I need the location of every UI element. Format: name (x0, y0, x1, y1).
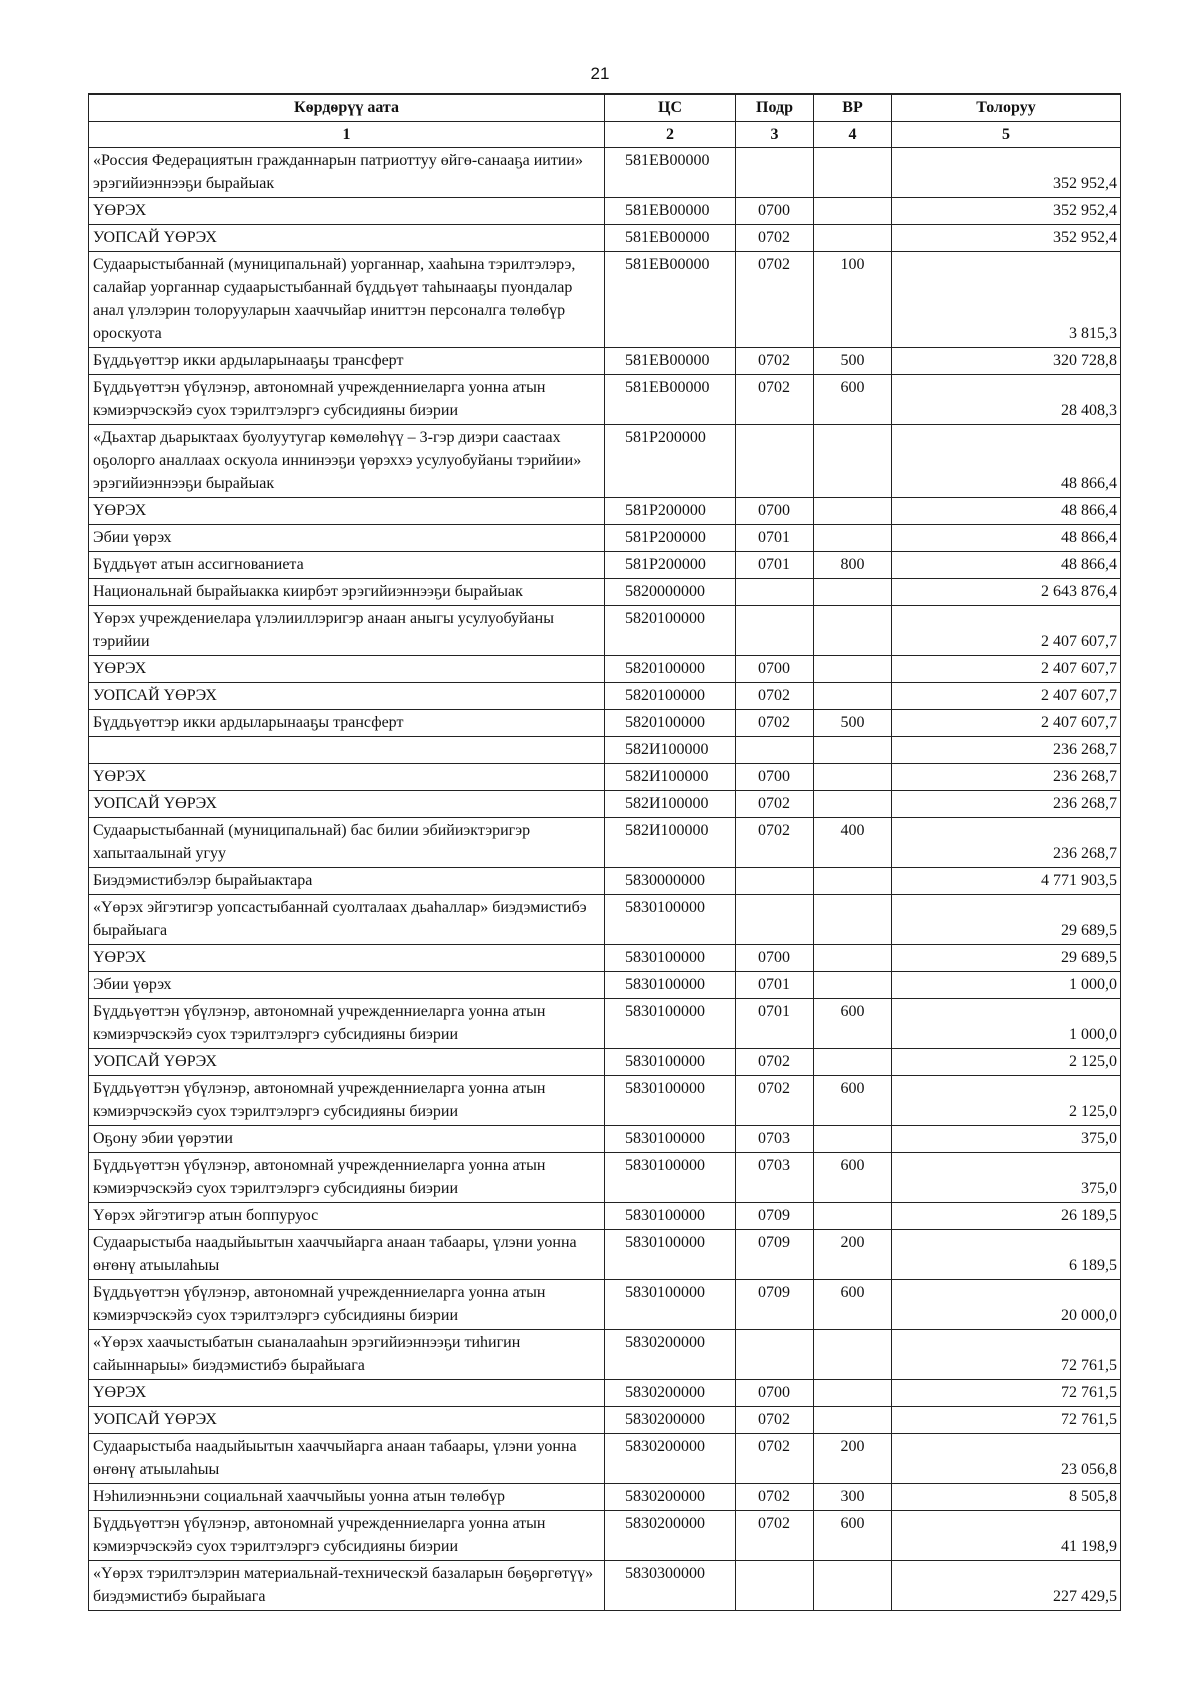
row-sum: 48 866,4 (892, 525, 1121, 552)
row-sum: 72 761,5 (892, 1380, 1121, 1407)
row-podr-code: 0701 (736, 525, 814, 552)
row-podr-code: 0702 (736, 1407, 814, 1434)
row-sum: 48 866,4 (892, 425, 1121, 498)
row-vr-code (814, 225, 892, 252)
row-podr-code (736, 425, 814, 498)
row-vr-code: 500 (814, 348, 892, 375)
row-cs-code: 5820000000 (605, 579, 736, 606)
row-name: Эбии үөрэх (89, 972, 605, 999)
row-vr-code (814, 1126, 892, 1153)
row-sum: 352 952,4 (892, 198, 1121, 225)
row-name: «Үөрэх хаачыстыбатын сыаналааһын эрэгийиэннээҕи тиһигин сайыннарыы» биэдэмистибэ бырайыага (89, 1330, 605, 1380)
row-sum: 2 407 607,7 (892, 656, 1121, 683)
row-podr-code: 0702 (736, 1434, 814, 1484)
row-cs-code: 582И100000 (605, 764, 736, 791)
row-sum: 48 866,4 (892, 498, 1121, 525)
row-name: Бүддьүөттэн үбүлэнэр, автономнай учрежденниеларга уонна атын кэмиэрчэскэйэ суох тэрилтэлэргэ субсидияны биэрии (89, 1076, 605, 1126)
row-name: ҮӨРЭХ (89, 945, 605, 972)
row-cs-code: 5830100000 (605, 1230, 736, 1280)
row-cs-code: 5830100000 (605, 1203, 736, 1230)
table-row (89, 764, 1121, 791)
row-vr-code: 800 (814, 552, 892, 579)
table-row (89, 1076, 1121, 1126)
row-sum: 29 689,5 (892, 895, 1121, 945)
row-vr-code (814, 198, 892, 225)
header-cs: ЦС (605, 94, 736, 122)
row-cs-code: 581Р200000 (605, 425, 736, 498)
row-podr-code: 0702 (736, 375, 814, 425)
row-podr-code (736, 895, 814, 945)
row-cs-code: 5830100000 (605, 1126, 736, 1153)
row-podr-code: 0702 (736, 225, 814, 252)
row-sum: 23 056,8 (892, 1434, 1121, 1484)
table-row (89, 1561, 1121, 1611)
row-name: Биэдэмистибэлэр бырайыактара (89, 868, 605, 895)
row-cs-code: 581ЕВ00000 (605, 348, 736, 375)
row-sum: 20 000,0 (892, 1280, 1121, 1330)
row-name: Национальнай бырайыакка киирбэт эрэгийиэннээҕи бырайыак (89, 579, 605, 606)
row-name: Нэһилиэнньэни социальнай хааччыйыы уонна атын төлөбүр (89, 1484, 605, 1511)
row-name: «Үөрэх тэрилтэлэрин материальнай-техническэй базаларын бөҕөргөтүү» биэдэмистибэ бырайыага (89, 1561, 605, 1611)
row-vr-code: 600 (814, 375, 892, 425)
row-sum: 6 189,5 (892, 1230, 1121, 1280)
table-row (89, 791, 1121, 818)
column-number: 5 (892, 122, 1121, 148)
table-body (89, 148, 1121, 1611)
row-podr-code: 0700 (736, 1380, 814, 1407)
row-podr-code: 0700 (736, 498, 814, 525)
row-sum: 236 268,7 (892, 818, 1121, 868)
row-cs-code: 581ЕВ00000 (605, 252, 736, 348)
table-row (89, 1330, 1121, 1380)
row-podr-code: 0700 (736, 198, 814, 225)
row-cs-code: 582И100000 (605, 818, 736, 868)
row-cs-code: 5830200000 (605, 1511, 736, 1561)
row-vr-code (814, 498, 892, 525)
table-row (89, 1407, 1121, 1434)
row-podr-code: 0701 (736, 972, 814, 999)
table-row (89, 1380, 1121, 1407)
row-name: Бүддьүөттэн үбүлэнэр, автономнай учрежденниеларга уонна атын кэмиэрчэскэйэ суох тэрилтэлэргэ субсидияны биэрии (89, 1280, 605, 1330)
row-name (89, 737, 605, 764)
row-podr-code: 0700 (736, 656, 814, 683)
table-row (89, 148, 1121, 198)
row-sum: 375,0 (892, 1126, 1121, 1153)
row-name: Бүддьүөттэн үбүлэнэр, автономнай учрежденниеларга уонна атын кэмиэрчэскэйэ суох тэрилтэлэргэ субсидияны биэрии (89, 1511, 605, 1561)
table-row (89, 552, 1121, 579)
row-name: Үөрэх эйгэтигэр атын боппуруос (89, 1203, 605, 1230)
table-row (89, 1049, 1121, 1076)
row-podr-code: 0702 (736, 1484, 814, 1511)
row-vr-code: 400 (814, 818, 892, 868)
row-sum: 227 429,5 (892, 1561, 1121, 1611)
row-podr-code: 0702 (736, 710, 814, 737)
row-cs-code: 5830100000 (605, 945, 736, 972)
row-sum: 236 268,7 (892, 764, 1121, 791)
row-name: УОПСАЙ ҮӨРЭХ (89, 225, 605, 252)
table-row (89, 375, 1121, 425)
row-cs-code: 5820100000 (605, 606, 736, 656)
row-name: УОПСАЙ ҮӨРЭХ (89, 1407, 605, 1434)
row-sum: 29 689,5 (892, 945, 1121, 972)
header-sum: Толоруу (892, 94, 1121, 122)
row-vr-code (814, 972, 892, 999)
row-name: Бүддьүөттэн үбүлэнэр, автономнай учрежденниеларга уонна атын кэмиэрчэскэйэ суох тэрилтэлэргэ субсидияны биэрии (89, 1153, 605, 1203)
row-podr-code: 0702 (736, 791, 814, 818)
row-podr-code: 0701 (736, 999, 814, 1049)
row-cs-code: 5820100000 (605, 656, 736, 683)
header-row (89, 94, 1121, 122)
row-vr-code (814, 148, 892, 198)
row-vr-code (814, 525, 892, 552)
row-vr-code: 600 (814, 1076, 892, 1126)
row-podr-code: 0702 (736, 1511, 814, 1561)
row-podr-code: 0709 (736, 1230, 814, 1280)
row-cs-code: 581Р200000 (605, 525, 736, 552)
row-cs-code: 581ЕВ00000 (605, 225, 736, 252)
table-row (89, 656, 1121, 683)
table-row (89, 225, 1121, 252)
table-row (89, 972, 1121, 999)
row-name: ҮӨРЭХ (89, 498, 605, 525)
row-vr-code: 100 (814, 252, 892, 348)
row-cs-code: 5830100000 (605, 972, 736, 999)
row-cs-code: 5830100000 (605, 1049, 736, 1076)
row-sum: 2 125,0 (892, 1076, 1121, 1126)
row-podr-code: 0701 (736, 552, 814, 579)
row-vr-code: 600 (814, 999, 892, 1049)
row-cs-code: 5830000000 (605, 868, 736, 895)
page-number: 21 (590, 64, 610, 83)
row-vr-code (814, 791, 892, 818)
row-podr-code (736, 1561, 814, 1611)
header-vr: ВР (814, 94, 892, 122)
row-vr-code (814, 425, 892, 498)
row-podr-code: 0702 (736, 348, 814, 375)
row-vr-code: 500 (814, 710, 892, 737)
row-vr-code: 600 (814, 1153, 892, 1203)
row-cs-code: 5830100000 (605, 1076, 736, 1126)
row-podr-code: 0700 (736, 945, 814, 972)
row-name: Үөрэх учреждениелара үлэлииллэригэр анаан аныгы усулуобуйаны тэрийии (89, 606, 605, 656)
row-vr-code: 300 (814, 1484, 892, 1511)
row-podr-code: 0702 (736, 1049, 814, 1076)
row-name: УОПСАЙ ҮӨРЭХ (89, 1049, 605, 1076)
row-vr-code: 600 (814, 1280, 892, 1330)
table-row (89, 425, 1121, 498)
row-podr-code: 0702 (736, 1076, 814, 1126)
table-row (89, 1203, 1121, 1230)
row-name: УОПСАЙ ҮӨРЭХ (89, 683, 605, 710)
row-name: ҮӨРЭХ (89, 764, 605, 791)
row-vr-code (814, 1380, 892, 1407)
table-row (89, 895, 1121, 945)
table-row (89, 252, 1121, 348)
row-podr-code: 0700 (736, 764, 814, 791)
row-sum: 352 952,4 (892, 148, 1121, 198)
budget-table (88, 93, 1121, 1611)
row-sum: 3 815,3 (892, 252, 1121, 348)
table-row (89, 818, 1121, 868)
row-podr-code (736, 868, 814, 895)
row-vr-code (814, 737, 892, 764)
row-name: «Россия Федерациятын гражданнарын патриоттуу өйгө-санааҕа иитии» эрэгийиэннээҕи бырайыак (89, 148, 605, 198)
header-podr: Подр (736, 94, 814, 122)
row-name: Оҕону эбии үөрэтии (89, 1126, 605, 1153)
row-cs-code: 5830200000 (605, 1380, 736, 1407)
row-vr-code (814, 1049, 892, 1076)
table-row (89, 710, 1121, 737)
table-header (89, 94, 1121, 148)
row-sum: 2 407 607,7 (892, 683, 1121, 710)
table-row (89, 1434, 1121, 1484)
row-podr-code (736, 737, 814, 764)
table-row (89, 1280, 1121, 1330)
row-vr-code: 200 (814, 1434, 892, 1484)
row-name: Судаарыстыба наадыйыытын хааччыйарга анаан табаары, үлэни уонна өҥөнү атыылаһыы (89, 1230, 605, 1280)
row-podr-code (736, 1330, 814, 1380)
column-number: 3 (736, 122, 814, 148)
row-cs-code: 5830100000 (605, 999, 736, 1049)
column-number-row (89, 122, 1121, 148)
row-vr-code (814, 1203, 892, 1230)
row-sum: 72 761,5 (892, 1330, 1121, 1380)
row-cs-code: 5830100000 (605, 895, 736, 945)
table-row (89, 579, 1121, 606)
row-podr-code (736, 579, 814, 606)
column-number: 1 (89, 122, 605, 148)
row-sum: 72 761,5 (892, 1407, 1121, 1434)
row-sum: 2 125,0 (892, 1049, 1121, 1076)
row-sum: 2 643 876,4 (892, 579, 1121, 606)
column-number: 4 (814, 122, 892, 148)
row-vr-code: 200 (814, 1230, 892, 1280)
row-cs-code: 582И100000 (605, 791, 736, 818)
row-sum: 4 771 903,5 (892, 868, 1121, 895)
row-vr-code: 600 (814, 1511, 892, 1561)
table-row (89, 1511, 1121, 1561)
row-name: Бүддьүөттэр икки ардыларынааҕы трансферт (89, 710, 605, 737)
row-sum: 26 189,5 (892, 1203, 1121, 1230)
row-cs-code: 582И100000 (605, 737, 736, 764)
row-cs-code: 5830200000 (605, 1484, 736, 1511)
row-sum: 8 505,8 (892, 1484, 1121, 1511)
table-row (89, 1230, 1121, 1280)
row-vr-code (814, 656, 892, 683)
row-sum: 1 000,0 (892, 999, 1121, 1049)
row-podr-code: 0709 (736, 1203, 814, 1230)
row-cs-code: 581Р200000 (605, 552, 736, 579)
row-cs-code: 581ЕВ00000 (605, 148, 736, 198)
row-name: Бүддьүөттэн үбүлэнэр, автономнай учрежденниеларга уонна атын кэмиэрчэскэйэ суох тэрилтэлэргэ субсидияны биэрии (89, 375, 605, 425)
row-name: ҮӨРЭХ (89, 656, 605, 683)
row-name: Судаарыстыба наадыйыытын хааччыйарга анаан табаары, үлэни уонна өҥөнү атыылаһыы (89, 1434, 605, 1484)
row-cs-code: 581ЕВ00000 (605, 198, 736, 225)
table-row (89, 498, 1121, 525)
row-vr-code (814, 945, 892, 972)
row-name: Бүддьүөттэр икки ардыларынааҕы трансферт (89, 348, 605, 375)
row-podr-code: 0702 (736, 252, 814, 348)
table-row (89, 1126, 1121, 1153)
row-sum: 236 268,7 (892, 791, 1121, 818)
row-vr-code (814, 764, 892, 791)
row-sum: 1 000,0 (892, 972, 1121, 999)
row-cs-code: 5830300000 (605, 1561, 736, 1611)
row-name: «Үөрэх эйгэтигэр уопсастыбаннай суолталаах дьаһаллар» биэдэмистибэ бырайыага (89, 895, 605, 945)
row-name: Судаарыстыбаннай (муниципальнай) уорганнар, хааһына тэрилтэлэрэ, салайар уорганнар судаарыстыбаннай бүддьүөт таһынааҕы пуондалар анал үлэлэрин толорууларын хааччыйар иниттэн персоналга төлөбүр ороскуота (89, 252, 605, 348)
row-sum: 48 866,4 (892, 552, 1121, 579)
table-row (89, 1484, 1121, 1511)
row-podr-code: 0702 (736, 683, 814, 710)
row-sum: 236 268,7 (892, 737, 1121, 764)
table-row (89, 198, 1121, 225)
row-cs-code: 5830100000 (605, 1153, 736, 1203)
table-row (89, 999, 1121, 1049)
row-cs-code: 581Р200000 (605, 498, 736, 525)
row-vr-code (814, 1330, 892, 1380)
row-podr-code (736, 148, 814, 198)
table-row (89, 348, 1121, 375)
row-name: «Дьахтар дьарыктаах буолуутугар көмөлөһүү – 3-гэр диэри саастаах оҕолорго аналлаах оскуола иннинээҕи үөрэххэ усулуобуйаны тэрийии» эрэгийиэннээҕи бырайыак (89, 425, 605, 498)
row-name: Судаарыстыбаннай (муниципальнай) бас билии эбийиэктэригэр хапытаалынай угуу (89, 818, 605, 868)
row-sum: 320 728,8 (892, 348, 1121, 375)
table-row (89, 1153, 1121, 1203)
row-cs-code: 5820100000 (605, 683, 736, 710)
table-row (89, 945, 1121, 972)
table-row (89, 606, 1121, 656)
row-sum: 41 198,9 (892, 1511, 1121, 1561)
row-name: Бүддьүөттэн үбүлэнэр, автономнай учрежденниеларга уонна атын кэмиэрчэскэйэ суох тэрилтэлэргэ субсидияны биэрии (89, 999, 605, 1049)
row-cs-code: 5830200000 (605, 1407, 736, 1434)
row-vr-code (814, 868, 892, 895)
table-row (89, 683, 1121, 710)
row-name: ҮӨРЭХ (89, 198, 605, 225)
row-podr-code (736, 606, 814, 656)
row-cs-code: 5830200000 (605, 1434, 736, 1484)
row-podr-code: 0702 (736, 818, 814, 868)
row-vr-code (814, 895, 892, 945)
row-sum: 28 408,3 (892, 375, 1121, 425)
row-sum: 2 407 607,7 (892, 606, 1121, 656)
header-name: Кѳрдѳрүү аата (89, 94, 605, 122)
row-name: Бүддьүөт атын ассигнованиета (89, 552, 605, 579)
row-podr-code: 0703 (736, 1126, 814, 1153)
table-row (89, 737, 1121, 764)
row-sum: 375,0 (892, 1153, 1121, 1203)
row-cs-code: 5820100000 (605, 710, 736, 737)
row-name: ҮӨРЭХ (89, 1380, 605, 1407)
row-sum: 352 952,4 (892, 225, 1121, 252)
row-podr-code: 0709 (736, 1280, 814, 1330)
table-row (89, 868, 1121, 895)
row-sum: 2 407 607,7 (892, 710, 1121, 737)
table-row (89, 525, 1121, 552)
row-name: Эбии үөрэх (89, 525, 605, 552)
column-number: 2 (605, 122, 736, 148)
row-vr-code (814, 579, 892, 606)
row-vr-code (814, 683, 892, 710)
row-name: УОПСАЙ ҮӨРЭХ (89, 791, 605, 818)
row-vr-code (814, 1407, 892, 1434)
row-cs-code: 5830100000 (605, 1280, 736, 1330)
row-vr-code (814, 606, 892, 656)
row-podr-code: 0703 (736, 1153, 814, 1203)
row-vr-code (814, 1561, 892, 1611)
row-cs-code: 5830200000 (605, 1330, 736, 1380)
row-cs-code: 581ЕВ00000 (605, 375, 736, 425)
